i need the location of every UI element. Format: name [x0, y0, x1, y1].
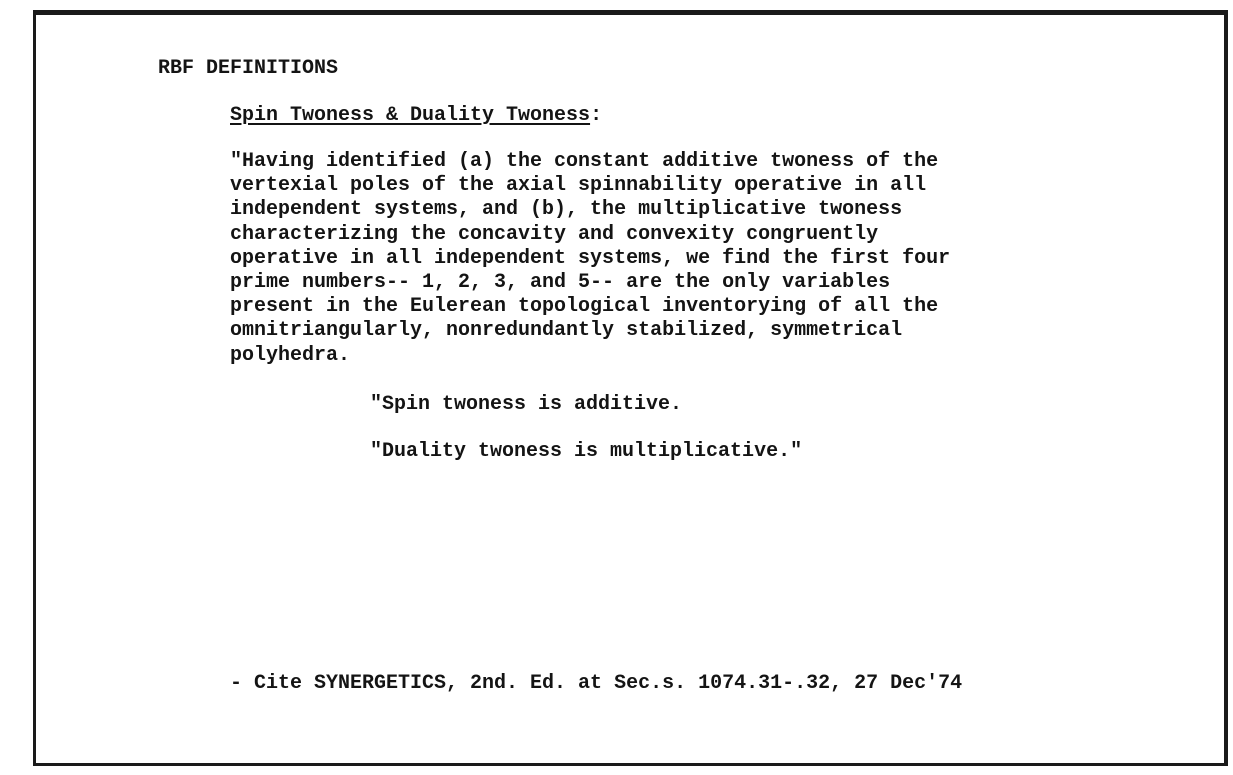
- paragraph-line: independent systems, and (b), the multiplicative twoness: [230, 198, 903, 222]
- document-heading: RBF DEFINITIONS: [158, 57, 339, 80]
- paragraph-line: polyhedra.: [230, 343, 351, 367]
- paragraph-line: vertexial poles of the axial spinnability operative in all: [230, 174, 927, 198]
- definition-card: [33, 10, 1228, 766]
- paragraph-line: present in the Eulerean topological inventorying of all the: [230, 295, 939, 319]
- paragraph-line: omnitriangularly, nonredundantly stabilized, symmetrical: [230, 319, 903, 343]
- paragraph-line: prime numbers-- 1, 2, 3, and 5-- are the only variables: [230, 270, 891, 294]
- definition-subheading: [230, 104, 602, 127]
- duality-twoness-quote: "Duality twoness is multiplicative.": [370, 440, 803, 463]
- spin-twoness-quote: "Spin twoness is additive.: [370, 393, 683, 416]
- citation: - Cite SYNERGETICS, 2nd. Ed. at Sec.s. 1074.31-.32, 27 Dec'74: [230, 672, 963, 695]
- definition-paragraph: [230, 150, 1130, 368]
- paragraph-line: operative in all independent systems, we find the first four: [230, 246, 951, 270]
- paragraph-line: characterizing the concavity and convexity congruently: [230, 222, 879, 246]
- paragraph-line: "Having identified (a) the constant additive twoness of the: [230, 150, 939, 173]
- definition-term: Spin Twoness & Duality Twoness: [230, 104, 591, 127]
- subheading-colon: :: [590, 104, 603, 127]
